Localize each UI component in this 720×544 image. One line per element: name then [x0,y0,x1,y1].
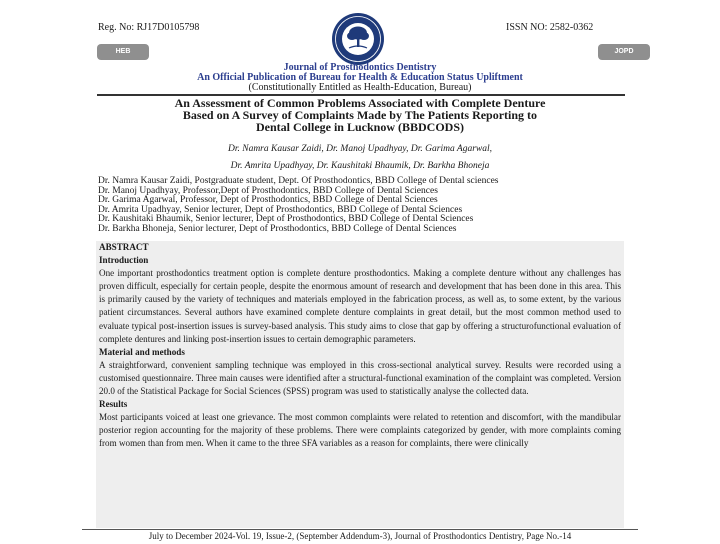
author-line: Dr. Amrita Upadhyay, Dr. Kaushitaki Bhaumik, Dr. Barkha Bhoneja [230,161,490,171]
author-list [96,141,624,175]
author-line: Dr. Namra Kausar Zaidi, Dr. Manoj Upadhyay, Dr. Garima Agarwal, [227,144,492,154]
article-title-line: Dental College in Lucknow (BBDCODS) [255,120,464,134]
publication-line: An Official Publication of Bureau for Health & Education Status Upliftment [197,72,523,83]
introduction-heading: Introduction [99,255,149,266]
methods-text: A straightforward, convenient sampling technique was employed in this cross-sectional analytical survey. Results were recorded using a customised questionnaire. Three main causes were identified after a structural-functional examination of the complaint was completed. Version 20.0 of the Statistical Package for Social Sciences (SPSS) program was used to statistically analyse the collected data. [99,359,621,397]
page-footer: July to December 2024-Vol. 19, Issue-2, (September Addendum-3), Journal of Prosthodontics Dentistry, Page No.-14 [148,531,572,541]
results-heading: Results [99,399,128,410]
article-title-line: An Assessment of Common Problems Associated with Complete Denture [174,96,546,110]
article-title-line: Based on A Survey of Complaints Made by The Patients Reporting to [182,108,538,122]
affiliation-line: Dr. Manoj Upadhyay, Professor,Dept of Prosthodontics, BBD College of Dental Sciences [98,185,438,196]
article-title [96,97,624,133]
affiliation-line: Dr. Kaushitaki Bhaumik, Senior lecturer, Dept of Prosthodontics, BBD College of Dental Sciences [98,214,474,225]
journal-seal-icon [330,11,386,67]
affiliation-line: Dr. Amrita Upadhyay, Senior lecturer, Dept of Prosthodontics, BBD College of Dental Sciences [98,204,463,215]
registration-number: Reg. No: RJ17D0105798 [98,22,200,33]
results-text: Most participants voiced at least one grievance. The most common complaints were related to retention and discomfort, with the mandibular posterior region accounting for the majority of these problems. There were complaints categorized by gender, with more complaints coming from women than from men. When it came to the three SFA variables as a reason for complaints, there were clinically [99,412,621,449]
jopd-badge: JOPD [598,44,650,60]
abstract-section [96,241,624,528]
affiliation-line: Dr. Barkha Bhoneja, Senior lecturer, Dept of Prosthodontics, BBD College of Dental Sciences [98,223,457,234]
affiliation-line: Dr. Garima Agarwal, Professor, Dept of Prosthodontics, BBD College of Dental Sciences [98,195,438,206]
issn-number: ISSN NO: 2582-0362 [506,22,594,33]
affiliation-line: Dr. Namra Kausar Zaidi, Postgraduate student, Dept. Of Prosthodontics, BBD College of Dental sciences [98,176,499,186]
abstract-heading: ABSTRACT [99,242,149,252]
methods-heading: Material and methods [99,346,185,357]
entitled-line: (Constitutionally Entitled as Health-Education, Bureau) [248,82,472,93]
journal-title: Journal of Prosthodontics Dentistry [283,62,437,73]
heb-badge: HEB [97,44,149,60]
footer-divider [82,529,638,530]
affiliations [98,177,624,235]
introduction-text: One important prosthodontics treatment option is complete denture prosthodontics. Making a complete denture without any challenges has proven difficult, especially for certain people, despite the enormous amount of research and development that has been done in this area. This is primarily caused by the variety of techniques and materials employed in the fabrication process, as well as, to some extent, by the various patient circumstances. Several authors have examined complete denture complaints in great detail, but the most common method used to evaluate typical post-insertion issues is survey-based analysis. This study aims to close that gap by offering a structurofunctional evaluation of complete dentures and linking post-insertion issues to certain demographic parameters. [99,268,621,344]
